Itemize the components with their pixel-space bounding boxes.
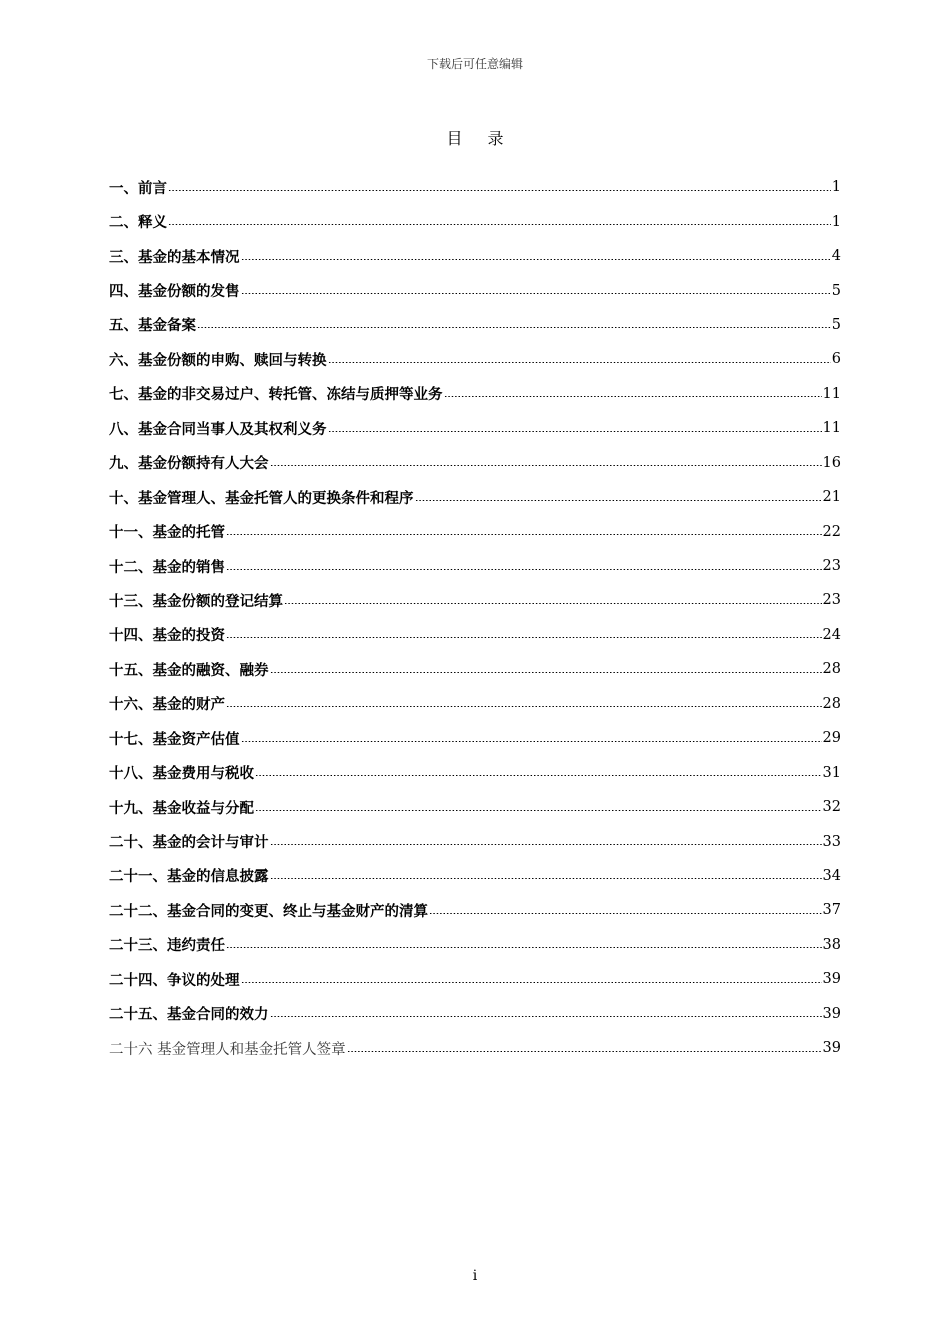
dot-leader xyxy=(168,224,831,225)
toc-entry-label: 十八、基金费用与税收 xyxy=(109,765,254,783)
toc-entry[interactable] xyxy=(109,411,841,445)
toc-entry-page: 11 xyxy=(822,420,841,437)
toc-entry-page: 39 xyxy=(822,1005,841,1022)
toc-entry[interactable] xyxy=(109,583,841,617)
dot-leader xyxy=(270,672,822,673)
toc-entry-label: 二十六 基金管理人和基金托管人签章 xyxy=(109,1041,346,1058)
dot-leader xyxy=(255,810,822,811)
toc-entry-page: 24 xyxy=(822,626,841,643)
dot-leader xyxy=(328,362,831,363)
dot-leader xyxy=(226,706,822,707)
toc-entry[interactable] xyxy=(109,308,841,342)
dot-leader xyxy=(226,637,822,638)
toc-entry-page: 16 xyxy=(822,454,841,471)
dot-leader xyxy=(226,947,822,948)
toc-entry-page: 23 xyxy=(822,592,841,609)
toc-entry[interactable] xyxy=(109,480,841,514)
toc-entry-page: 39 xyxy=(822,1040,841,1057)
toc-entry-page: 22 xyxy=(822,523,841,540)
dot-leader xyxy=(241,741,822,742)
toc-entry-label: 四、基金份额的发售 xyxy=(109,283,240,301)
toc-entry[interactable] xyxy=(109,549,841,583)
toc-entry[interactable] xyxy=(109,687,841,721)
toc-entry-page: 28 xyxy=(822,695,841,712)
dot-leader xyxy=(241,982,822,983)
toc-entry[interactable] xyxy=(109,997,841,1031)
toc-entry-page: 28 xyxy=(822,661,841,678)
dot-leader xyxy=(255,775,822,776)
toc-entry-page: 4 xyxy=(831,248,841,265)
toc-entry[interactable] xyxy=(109,824,841,858)
toc-entry-page: 34 xyxy=(822,867,841,884)
toc-entry-label: 九、基金份额持有人大会 xyxy=(109,455,269,473)
toc-entry-page: 5 xyxy=(831,282,841,299)
dot-leader xyxy=(270,1016,822,1017)
dot-leader xyxy=(226,569,822,570)
toc-entry[interactable] xyxy=(109,514,841,548)
toc-entry-label: 六、基金份额的申购、赎回与转换 xyxy=(109,351,327,369)
toc-entry[interactable] xyxy=(109,859,841,893)
dot-leader xyxy=(415,500,822,501)
toc-entry[interactable] xyxy=(109,239,841,273)
dot-leader xyxy=(429,913,822,914)
dot-leader xyxy=(270,878,822,879)
toc-entry-label: 十三、基金份额的登记结算 xyxy=(109,592,283,610)
dot-leader xyxy=(328,431,822,432)
toc-entry-label: 十七、基金资产估值 xyxy=(109,730,240,748)
toc-entry[interactable] xyxy=(109,928,841,962)
toc-entry-page: 11 xyxy=(822,385,841,402)
toc-entry-page: 1 xyxy=(831,179,841,196)
toc-title: 目 录 xyxy=(446,129,514,148)
toc-entry-page: 21 xyxy=(822,489,841,506)
toc-entry-page: 38 xyxy=(822,936,841,953)
toc-entry-label: 十二、基金的销售 xyxy=(109,558,225,576)
toc-entry[interactable] xyxy=(109,893,841,927)
dot-leader xyxy=(241,293,831,294)
dot-leader xyxy=(241,259,831,260)
dot-leader xyxy=(284,603,822,604)
dot-leader xyxy=(444,396,822,397)
toc-entry-page: 1 xyxy=(831,213,841,230)
dot-leader xyxy=(197,327,831,328)
toc-entry-label: 十、基金管理人、基金托管人的更换条件和程序 xyxy=(109,489,414,507)
toc-entry[interactable] xyxy=(109,342,841,376)
toc-entry[interactable] xyxy=(109,790,841,824)
toc-entry[interactable] xyxy=(109,377,841,411)
toc-entry[interactable] xyxy=(109,204,841,238)
toc-list xyxy=(109,170,841,1065)
toc-entry-page: 6 xyxy=(831,351,841,368)
toc-entry[interactable] xyxy=(109,273,841,307)
toc-entry-page: 5 xyxy=(831,316,841,333)
toc-entry[interactable] xyxy=(109,446,841,480)
toc-entry-page: 37 xyxy=(822,902,841,919)
toc-entry-label: 十五、基金的融资、融券 xyxy=(109,661,269,679)
toc-entry-label: 七、基金的非交易过户、转托管、冻结与质押等业务 xyxy=(109,386,443,404)
toc-entry[interactable] xyxy=(109,618,841,652)
toc-entry-label: 十六、基金的财产 xyxy=(109,696,225,714)
toc-entry-label: 二十、基金的会计与审计 xyxy=(109,834,269,852)
toc-entry-label: 五、基金备案 xyxy=(109,317,196,335)
header-note: 下载后可任意编辑 xyxy=(426,57,523,71)
toc-entry-label: 十九、基金收益与分配 xyxy=(109,799,254,817)
dot-leader xyxy=(270,465,822,466)
toc-entry-page: 32 xyxy=(822,799,841,816)
toc-entry-label: 二、释义 xyxy=(109,214,167,232)
toc-entry-label: 二十三、违约责任 xyxy=(109,937,225,955)
toc-entry[interactable] xyxy=(109,652,841,686)
toc-entry-label: 三、基金的基本情况 xyxy=(109,248,240,266)
dot-leader xyxy=(168,190,831,191)
toc-entry[interactable] xyxy=(109,962,841,996)
dot-leader xyxy=(226,534,822,535)
dot-leader xyxy=(347,1051,822,1052)
toc-entry[interactable] xyxy=(109,755,841,789)
toc-entry-label: 十四、基金的投资 xyxy=(109,627,225,645)
toc-entry-label: 十一、基金的托管 xyxy=(109,524,225,542)
toc-entry-page: 29 xyxy=(822,730,841,747)
toc-entry-label: 二十四、争议的处理 xyxy=(109,971,240,989)
toc-entry-page: 23 xyxy=(822,558,841,575)
toc-entry-label: 二十二、基金合同的变更、终止与基金财产的清算 xyxy=(109,902,428,920)
toc-entry-label: 八、基金合同当事人及其权利义务 xyxy=(109,420,327,438)
toc-entry-page: 39 xyxy=(822,971,841,988)
toc-entry-page: 31 xyxy=(822,764,841,781)
toc-entry-page: 33 xyxy=(822,833,841,850)
toc-entry-label: 二十一、基金的信息披露 xyxy=(109,868,269,886)
toc-entry[interactable] xyxy=(109,721,841,755)
toc-entry-label: 二十五、基金合同的效力 xyxy=(109,1006,269,1024)
dot-leader xyxy=(270,844,822,845)
toc-entry-label: 一、前言 xyxy=(109,179,167,197)
toc-entry[interactable] xyxy=(109,170,841,204)
toc-entry[interactable] xyxy=(109,1031,841,1065)
page-number: i xyxy=(472,1268,478,1284)
